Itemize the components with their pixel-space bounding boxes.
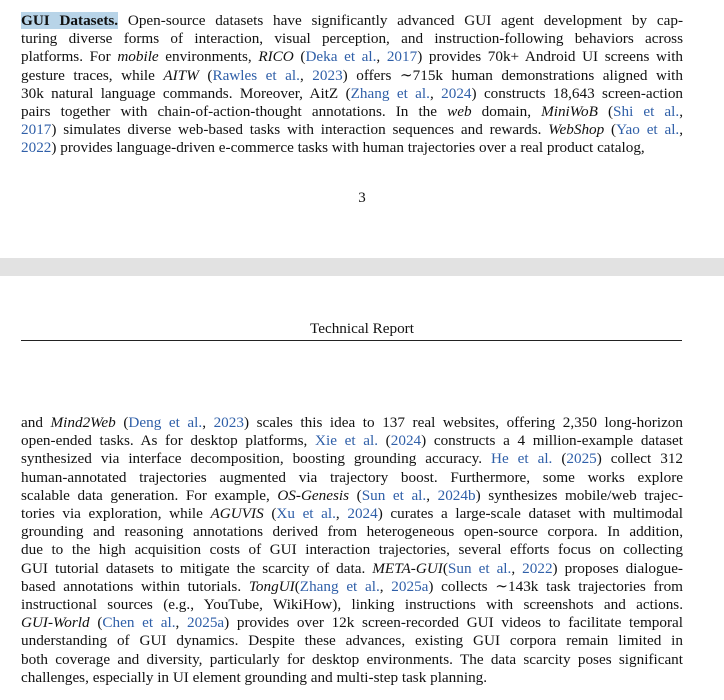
paragraph-line <box>21 505 683 523</box>
paragraph-line <box>21 121 683 139</box>
paragraph-text: grounding and reasoning annotations derived from heterogeneous open-source corpora. In addition, <box>21 523 683 541</box>
paragraph-line <box>21 469 683 487</box>
paragraph-text: , <box>679 121 684 139</box>
document-page-bottom <box>0 276 724 700</box>
paragraph-line <box>21 669 683 687</box>
citation-link[interactable]: Deng et al. <box>128 414 203 431</box>
paragraph-text: ( <box>349 486 362 504</box>
paragraph-line <box>21 139 683 157</box>
dataset-name: WebShop <box>548 121 605 139</box>
dataset-name: web <box>447 103 472 121</box>
citation-link[interactable]: Zhang et al. <box>299 577 380 595</box>
paragraph-text: , <box>379 577 392 595</box>
paragraph-text: ) synthesizes mobile/web trajec- <box>475 486 684 504</box>
paragraph-text: understanding of GUI dynamics. Despite these advances, existing GUI corpora remain limited in <box>21 632 683 650</box>
paragraph-text: ) provides 70k+ Android UI screens with <box>417 48 684 66</box>
citation-link[interactable]: Yao et al. <box>616 121 680 139</box>
paragraph-text: GUI tutorial datasets to mitigate the scarcity of data. <box>21 559 373 577</box>
dataset-name: Mind2Web <box>50 414 116 431</box>
paragraph-text: ) provides over 12k screen-recorded GUI videos to facilitate temporal <box>224 614 684 632</box>
paragraph-line <box>21 651 683 669</box>
paragraph-text: synthesized via interface decomposition, boosting grounding accuracy. <box>21 450 491 468</box>
paragraph-text: , <box>429 84 442 102</box>
paragraph-text: and <box>21 414 51 431</box>
citation-link[interactable]: Xie et al. <box>315 432 379 450</box>
citation-link[interactable]: 2024 <box>390 432 422 450</box>
dataset-name: OS-Genesis <box>277 486 350 504</box>
paragraph-text: , <box>202 414 214 431</box>
paragraph-line <box>21 30 683 48</box>
paragraph-line <box>21 12 683 30</box>
paragraph-line <box>21 48 683 66</box>
paragraph-line <box>21 541 683 559</box>
paragraph-text: , <box>175 614 188 632</box>
paragraph-text: , <box>679 103 683 121</box>
paragraph-text: ) simulates diverse web-based tasks with interaction sequences and rewards. <box>51 121 549 139</box>
citation-link[interactable]: 2024 <box>347 505 378 523</box>
paragraph-text: ( <box>552 450 567 468</box>
paragraph-line <box>21 614 683 632</box>
citation-link[interactable]: 2022 <box>522 559 553 577</box>
paragraph-text: ) constructs 18,643 screen-action <box>471 84 684 102</box>
paragraph-text: , <box>299 66 313 84</box>
citation-link[interactable]: 2023 <box>213 414 244 431</box>
paragraph-text: human-annotated trajectories augmented via trajectory boost. Furthermore, some works explore <box>21 468 683 486</box>
paragraph-text: ( <box>263 505 277 523</box>
citation-link[interactable]: Zhang et al. <box>350 84 430 102</box>
paragraph-text: open-ended tasks. As for desktop platforms, <box>21 432 316 450</box>
dataset-name: RICO <box>258 48 294 66</box>
citation-link[interactable]: 2024 <box>441 84 472 102</box>
citation-link[interactable]: He et al. <box>491 450 553 468</box>
paragraph-text: ) constructs a 4 million-example dataset <box>421 432 683 450</box>
dataset-name: TongUI <box>248 577 295 595</box>
paragraph-text: , <box>376 48 387 66</box>
paragraph-text: ( <box>378 432 391 450</box>
citation-link[interactable]: 2024b <box>437 486 476 504</box>
paragraph-line <box>21 103 683 121</box>
paragraph-line <box>21 85 683 103</box>
section-heading[interactable]: GUI Datasets. <box>21 12 119 29</box>
citation-link[interactable]: 2025 <box>566 450 597 468</box>
paragraph-text: platforms. For <box>21 48 118 66</box>
citation-link[interactable]: Rawles et al. <box>212 66 300 84</box>
paragraph-text: pairs together with chain-of-action-thought annotations. In the <box>21 103 448 121</box>
continued-paragraph <box>21 414 683 687</box>
citation-link[interactable]: Sun et al. <box>361 486 427 504</box>
dataset-name: META-GUI <box>372 559 443 577</box>
paragraph-text: ) scales this idea to 137 real websites, offering 2,350 long-horizon <box>243 414 683 431</box>
citation-link[interactable]: 2023 <box>312 66 343 84</box>
paragraph-text: ) curates a large-scale dataset with multimodal <box>377 505 683 523</box>
paragraph-text: ) proposes dialogue- <box>552 559 683 577</box>
paragraph-text: ( <box>89 614 103 632</box>
citation-link[interactable]: Deka et al. <box>305 48 377 66</box>
paragraph-text: ( <box>198 66 213 84</box>
paragraph-text: Open-source datasets have significantly advanced GUI agent development by cap- <box>118 12 683 29</box>
citation-link[interactable]: Sun et al. <box>447 559 512 577</box>
dataset-name: GUI-World <box>21 614 90 632</box>
paragraph-text: ( <box>115 414 129 431</box>
paragraph-text: environments, <box>158 48 259 66</box>
paragraph-text: ( <box>294 577 300 595</box>
running-header-title: Technical Report <box>310 320 414 337</box>
paragraph-text: turing diverse forms of interaction, visual perception, and instruction-following behaviors across <box>21 30 683 48</box>
dataset-name: mobile <box>117 48 159 66</box>
paragraph-line <box>21 632 683 650</box>
paragraph-line <box>21 414 683 432</box>
paragraph-line <box>21 432 683 450</box>
paragraph-text: , <box>335 505 348 523</box>
citation-link[interactable]: 2022 <box>21 139 52 157</box>
paragraph-text: due to the high acquisition costs of GUI interaction trajectories, several efforts focus on collecting <box>21 541 683 559</box>
page-number: 3 <box>358 190 366 206</box>
paragraph-line <box>21 523 683 541</box>
paragraph-line <box>21 487 683 505</box>
citation-link[interactable]: 2017 <box>386 48 418 66</box>
gui-datasets-paragraph <box>21 12 683 158</box>
dataset-name: AITW <box>163 66 199 84</box>
paragraph-text: ) collect 312 <box>596 450 684 468</box>
paragraph-text: challenges, especially in UI element grounding and multi-step task planning. <box>21 668 488 686</box>
header-rule <box>21 340 682 341</box>
paragraph-text: domain, <box>471 103 542 121</box>
paragraph-text: ( <box>597 103 614 121</box>
page-separator <box>0 258 724 276</box>
citation-link[interactable]: 2025a <box>187 614 225 632</box>
paragraph-text: tories via exploration, while <box>21 505 211 523</box>
paragraph-line <box>21 450 683 468</box>
dataset-name: AGUVIS <box>210 505 264 523</box>
paragraph-text: both coverage and diversity, particularly for desktop environments. The data scarcity poses significant <box>21 650 683 668</box>
paragraph-line <box>21 560 683 578</box>
paragraph-text: ) provides language-driven e-commerce tasks with human trajectories over a real product catalog, <box>51 139 645 157</box>
paragraph-text: , <box>426 486 438 504</box>
document-page-top <box>0 0 724 258</box>
citation-link[interactable]: Chen et al. <box>102 614 176 632</box>
paragraph-text: ( <box>293 48 306 66</box>
paragraph-line <box>21 578 683 596</box>
paragraph-text: ) offers ∼715k human demonstrations aligned with <box>342 66 683 84</box>
citation-link[interactable]: 2025a <box>391 577 429 595</box>
paragraph-text: ( <box>442 559 448 577</box>
paragraph-text: scalable data generation. For example, <box>21 486 278 504</box>
paragraph-text: , <box>511 559 523 577</box>
paragraph-line <box>21 67 683 85</box>
paragraph-text: instructional sources (e.g., YouTube, WikiHow), linking instructions with screenshots and actions. <box>21 596 683 614</box>
paragraph-text: ( <box>604 121 617 139</box>
paragraph-line <box>21 596 683 614</box>
paragraph-text: gesture traces, while <box>21 66 164 84</box>
citation-link[interactable]: Shi et al. <box>613 103 680 121</box>
paragraph-text: based annotations within tutorials. <box>21 577 249 595</box>
paragraph-text: ) collects ∼143k task trajectories from <box>428 577 683 595</box>
paragraph-text: 30k natural language commands. Moreover, AitZ ( <box>21 84 351 102</box>
citation-link[interactable]: Xu et al. <box>276 505 336 523</box>
citation-link[interactable]: 2017 <box>21 121 52 139</box>
dataset-name: MiniWoB <box>541 103 598 121</box>
